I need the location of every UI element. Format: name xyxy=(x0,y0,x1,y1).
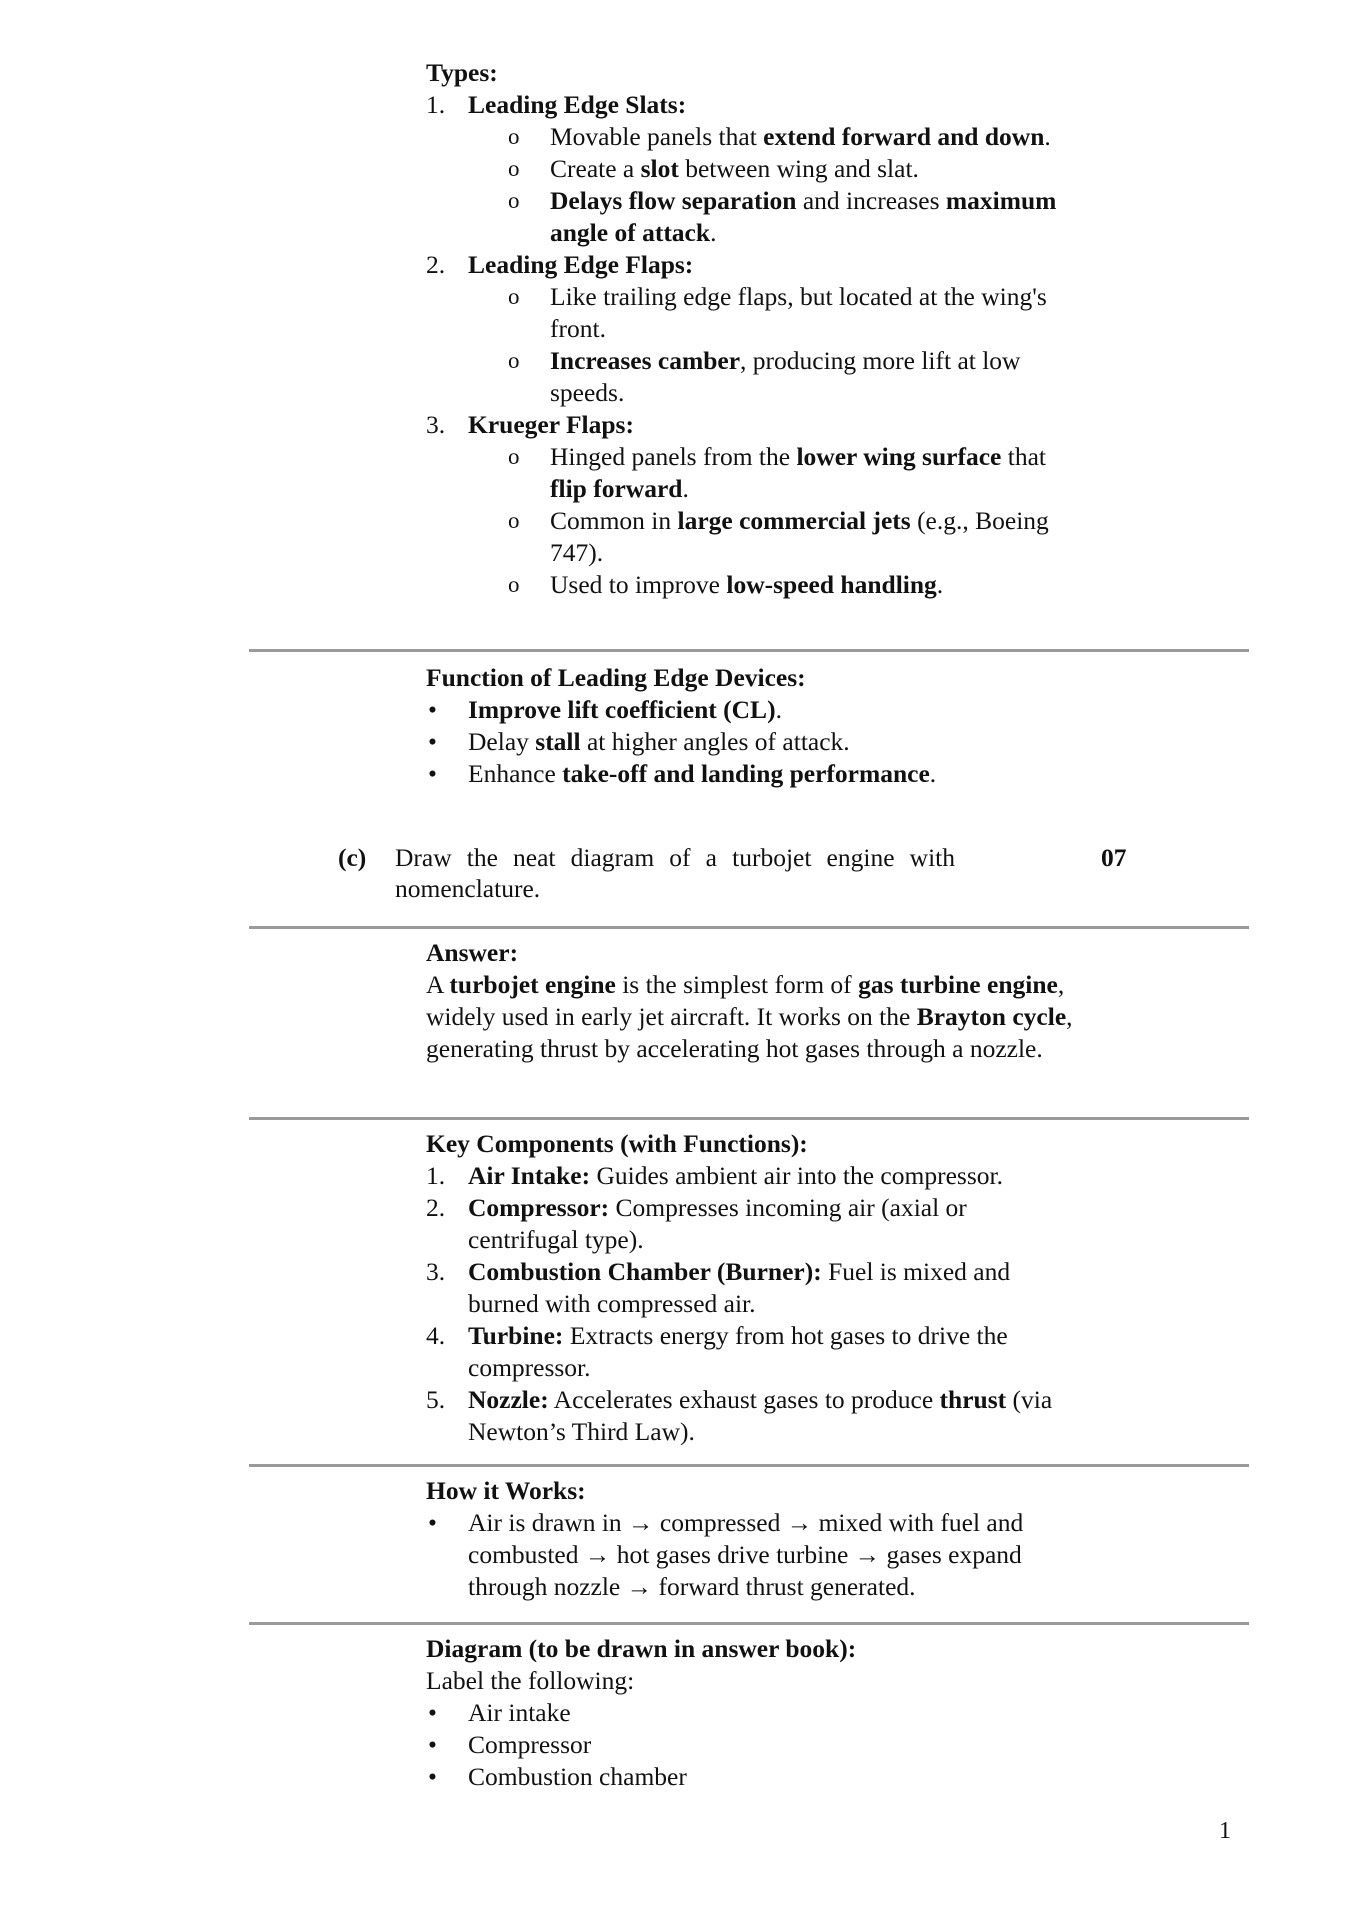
sub-item-text-bold: large commercial jets xyxy=(677,506,911,535)
list-item xyxy=(426,1256,1076,1320)
types-heading: Types: xyxy=(426,58,498,87)
function-bullets xyxy=(426,694,1076,790)
item-number: 5. xyxy=(426,1385,446,1414)
item-text: Turbine: Extracts energy from hot gases to drive the compressor. xyxy=(468,1321,1008,1382)
sub-item-text-bold: Delays flow separation xyxy=(550,186,797,215)
sub-item-text-bold: Increases camber xyxy=(550,346,741,375)
how-it-works-bullets xyxy=(426,1507,1076,1603)
sub-bullet-marker: o xyxy=(508,348,520,373)
sub-item xyxy=(426,441,1076,505)
item-text-bold: thrust xyxy=(939,1385,1007,1414)
item-number: 2. xyxy=(426,250,446,279)
sub-item-text-bold: flip forward xyxy=(550,474,683,503)
sub-item-text: Common in large commercial jets (e.g., Boeing 747). xyxy=(550,506,1049,567)
sub-item xyxy=(426,153,1076,185)
item-number: 2. xyxy=(426,1193,446,1222)
sub-item xyxy=(426,345,1076,409)
bullet-marker: • xyxy=(428,727,437,756)
item-text: Compressor: Compresses incoming air (axial or centrifugal type). xyxy=(468,1193,967,1254)
sub-bullet-marker: o xyxy=(508,124,520,149)
item-number: 3. xyxy=(426,410,446,439)
divider xyxy=(249,926,1249,929)
bullet-item xyxy=(426,726,1076,758)
item-number: 1. xyxy=(426,1161,446,1190)
types-list xyxy=(426,89,1076,601)
item-text-bold: Turbine: xyxy=(468,1321,564,1350)
answer-section xyxy=(426,937,1076,1065)
bullet-marker: • xyxy=(428,759,437,788)
sub-item-text-bold: low-speed handling xyxy=(726,570,937,599)
item-text-bold: Combustion Chamber (Burner): xyxy=(468,1257,822,1286)
function-heading: Function of Leading Edge Devices: xyxy=(426,663,806,692)
sub-bullet-marker: o xyxy=(508,156,520,181)
diagram-section xyxy=(426,1633,1076,1793)
sub-item-text: Create a slot between wing and slat. xyxy=(550,154,919,183)
bullet-item xyxy=(426,694,1076,726)
bullet-text-bold: take-off and landing performance xyxy=(562,759,930,788)
diagram-labels xyxy=(426,1697,1076,1793)
bullet-text: Combustion chamber xyxy=(468,1762,687,1791)
item-text-bold: Nozzle: xyxy=(468,1385,549,1414)
list-item xyxy=(426,1160,1076,1192)
sub-item xyxy=(426,281,1076,345)
sub-bullet-marker: o xyxy=(508,188,520,213)
bullet-text: Delay stall at higher angles of attack. xyxy=(468,727,850,756)
page-number: 1 xyxy=(1219,1818,1231,1844)
question-text: Draw the neat diagram of a turbojet engine with nomenclature. xyxy=(395,843,955,903)
item-number: 4. xyxy=(426,1321,446,1350)
sub-item-text-bold: lower wing surface xyxy=(796,442,1002,471)
bullet-text-bold: stall xyxy=(535,727,581,756)
divider xyxy=(249,1464,1249,1467)
bullet-item xyxy=(426,1697,1076,1729)
how-it-works-heading: How it Works: xyxy=(426,1476,586,1505)
bullet-text: Improve lift coefficient (CL). xyxy=(468,695,782,724)
components-heading: Key Components (with Functions): xyxy=(426,1129,808,1158)
sub-bullet-marker: o xyxy=(508,508,520,533)
sub-item xyxy=(426,185,1076,249)
bullet-marker: • xyxy=(428,1762,437,1791)
bullet-text: Compressor xyxy=(468,1730,592,1759)
sub-item xyxy=(426,505,1076,569)
answer-body: A turbojet engine is the simplest form of gas turbine engine, widely used in early jet aircraft. It works on the Brayton cycle, generating thrust by accelerating hot gases through a nozzle. xyxy=(426,970,1073,1063)
sub-item-text-bold: extend forward and down xyxy=(763,122,1045,151)
list-item xyxy=(426,89,1076,121)
bullet-marker: • xyxy=(428,1698,437,1727)
sub-bullet-marker: o xyxy=(508,572,520,597)
item-text: Combustion Chamber (Burner): Fuel is mixed and burned with compressed air. xyxy=(468,1257,1011,1318)
list-item xyxy=(426,1192,1076,1256)
diagram-intro: Label the following: xyxy=(426,1666,635,1695)
diagram-heading: Diagram (to be drawn in answer book): xyxy=(426,1634,857,1663)
sub-item-text: Increases camber, producing more lift at low speeds. xyxy=(550,346,1021,407)
item-text: Air Intake: Guides ambient air into the compressor. xyxy=(468,1161,1003,1190)
bullet-item xyxy=(426,758,1076,790)
divider xyxy=(249,649,1249,652)
components-list xyxy=(426,1160,1076,1448)
item-title: Leading Edge Slats: xyxy=(468,90,687,119)
list-item xyxy=(426,1320,1076,1384)
answer-body-bold: gas turbine engine xyxy=(858,970,1058,999)
bullet-text-bold: Improve lift coefficient (CL) xyxy=(468,695,776,724)
bullet-text: Air intake xyxy=(468,1698,571,1727)
bullet-text: Air is drawn in → compressed → mixed with fuel and combusted → hot gases drive turbine → gases expand through nozzle → forward thrust generated. xyxy=(468,1508,1024,1601)
item-text-bold: Air Intake: xyxy=(468,1161,591,1190)
bullet-item xyxy=(426,1729,1076,1761)
bullet-marker: • xyxy=(428,695,437,724)
sub-item-text: Like trailing edge flaps, but located at the wing's front. xyxy=(550,282,1047,343)
list-item xyxy=(426,249,1076,281)
item-title: Krueger Flaps: xyxy=(468,410,634,439)
bullet-item xyxy=(426,1507,1076,1603)
item-number: 3. xyxy=(426,1257,446,1286)
divider xyxy=(249,1622,1249,1625)
sub-item-text-bold: maximum angle of attack xyxy=(550,186,1057,247)
item-text: Nozzle: Accelerates exhaust gases to produce thrust (via Newton’s Third Law). xyxy=(468,1385,1053,1446)
question-label: (c) xyxy=(338,843,367,872)
item-number: 1. xyxy=(426,90,446,119)
components-section xyxy=(426,1128,1076,1448)
item-text xyxy=(468,410,634,439)
item-title: Leading Edge Flaps: xyxy=(468,250,694,279)
types-section xyxy=(426,57,1076,601)
bullet-text: Enhance take-off and landing performance. xyxy=(468,759,937,788)
bullet-marker: • xyxy=(428,1508,437,1537)
list-item xyxy=(426,409,1076,441)
answer-heading: Answer: xyxy=(426,938,519,967)
sub-item-text-bold: slot xyxy=(640,154,679,183)
sub-item xyxy=(426,121,1076,153)
divider xyxy=(249,1117,1249,1120)
sub-bullet-marker: o xyxy=(508,444,520,469)
how-it-works-section xyxy=(426,1475,1076,1603)
sub-item xyxy=(426,569,1076,601)
item-text-bold: Compressor: xyxy=(468,1193,610,1222)
item-text xyxy=(468,90,686,119)
answer-body-bold: turbojet engine xyxy=(449,970,616,999)
sub-item-text: Delays flow separation and increases maximum angle of attack. xyxy=(550,186,1057,247)
function-section xyxy=(426,662,1076,790)
item-text xyxy=(468,250,693,279)
sub-item-text: Movable panels that extend forward and down. xyxy=(550,122,1051,151)
sub-item-text: Hinged panels from the lower wing surface that flip forward. xyxy=(550,442,1046,503)
bullet-marker: • xyxy=(428,1730,437,1759)
answer-body-bold: Brayton cycle xyxy=(916,1002,1067,1031)
bullet-item xyxy=(426,1761,1076,1793)
sub-bullet-marker: o xyxy=(508,284,520,309)
question-marks: 07 xyxy=(1101,843,1127,872)
list-item xyxy=(426,1384,1076,1448)
sub-item-text: Used to improve low-speed handling. xyxy=(550,570,944,599)
